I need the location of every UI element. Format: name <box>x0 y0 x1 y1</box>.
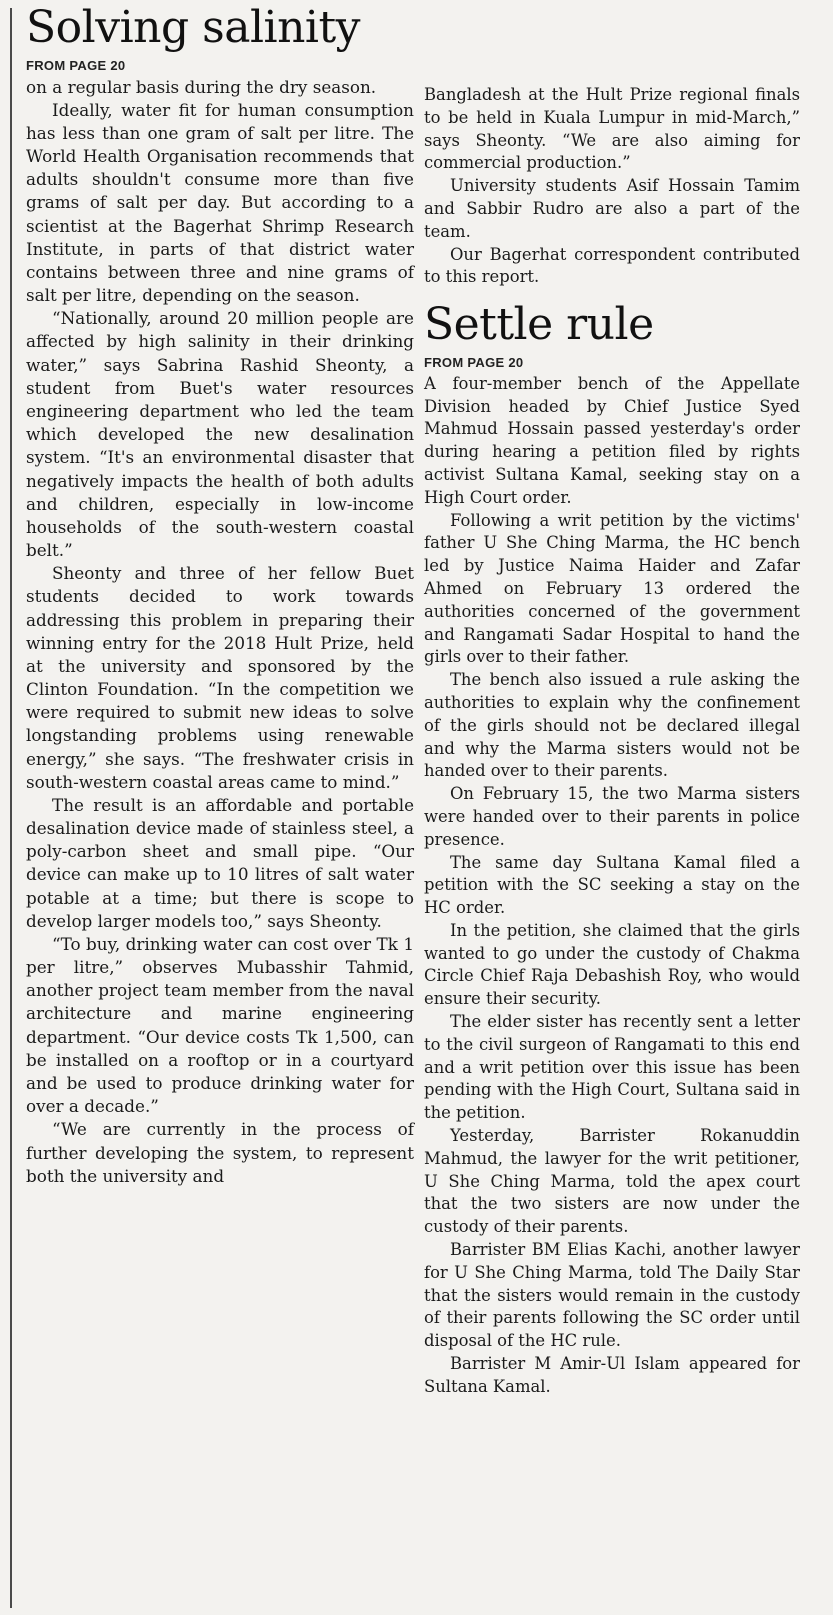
paragraph: A four-member bench of the Appellate Division headed by Chief Justice Syed Mahmud Hossain passed yesterday's order during hearing a petition filed by rights activist Sultana Kamal, seeking stay on a High Court order. <box>424 373 800 507</box>
paragraph: University students Asif Hossain Tamim and Sabbir Rudro are also a part of the team. <box>424 176 800 241</box>
paragraph: “Nationally, around 20 million people are affected by high salinity in their drinking water,” says Sabrina Rashid Sheonty, a student from Buet's water resources engineering department who led the team which developed the new desalination system. “It's an environmental disaster that negatively impacts the health of both adults and children, especially in low-income households of the south-western coastal belt.” <box>26 308 414 561</box>
headline: Solving salinity <box>26 2 361 53</box>
kicker: FROM PAGE 20 <box>424 355 524 371</box>
paragraph: Bangladesh at the Hult Prize regional finals to be held in Kuala Lumpur in mid-March,” says Sheonty. “We are also aiming for commercial production.” <box>424 85 800 173</box>
story-settle-rule <box>424 299 800 1398</box>
kicker: FROM PAGE 20 <box>26 58 126 73</box>
paragraph: Ideally, water fit for human consumption has less than one gram of salt per litre. The World Health Organisation recommends that adults shouldn't consume more than five grams of salt per day. But according to a scientist at the Bagerhat Shrimp Research Institute, in parts of that district water contains between three and nine grams of salt per litre, depending on the season. <box>26 99 414 306</box>
paragraph: Barrister M Amir-Ul Islam appeared for Sultana Kamal. <box>424 1354 800 1396</box>
story-solving-salinity <box>26 2 414 1188</box>
paragraph: The result is an affordable and portable desalination device made of stainless steel, a poly-carbon sheet and small pipe. “Our device can make up to 10 litres of salt water potable at a time; but there is scope to develop larger models too,” says Sheonty. <box>26 794 414 931</box>
paragraph: “To buy, drinking water can cost over Tk 1 per litre,” observes Mubasshir Tahmid, another project team member from the naval architecture and marine engineering department. “Our device costs Tk 1,500, can be installed on a rooftop or in a courtyard and be used to produce drinking water for over a decade.” <box>26 933 414 1117</box>
column-rule <box>10 8 12 1608</box>
paragraph: On February 15, the two Marma sisters were handed over to their parents in police presence. <box>424 784 800 849</box>
paragraph: Yesterday, Barrister Rokanuddin Mahmud, the lawyer for the writ petitioner, U She Ching Marma, told the apex court that the two sisters are now under the custody of their parents. <box>424 1126 800 1237</box>
paragraph: “We are currently in the process of further developing the system, to represent both the university and <box>26 1119 414 1186</box>
paragraph: Barrister BM Elias Kachi, another lawyer for U She Ching Marma, told The Daily Star that the sisters would remain in the custody of their parents following the SC order until disposal of the HC rule. <box>424 1240 800 1351</box>
headline: Settle rule <box>424 299 654 351</box>
paragraph: The same day Sultana Kamal filed a petition with the SC seeking a stay on the HC order. <box>424 852 800 918</box>
paragraph: on a regular basis during the dry season. <box>26 76 377 97</box>
paragraph: Our Bagerhat correspondent contributed to this report. <box>424 244 800 287</box>
paragraph: Following a writ petition by the victims' father U She Ching Marma, the HC bench led by Justice Naima Haider and Zafar Ahmed on February 13 ordered the authorities concerned of the government and Rangamati Sadar Hospital to hand the girls over to their father. <box>424 510 800 667</box>
paragraph: The bench also issued a rule asking the authorities to explain why the confinement of the girls should not be declared illegal and why the Marma sisters would not be handed over to their parents. <box>424 670 800 781</box>
paragraph: The elder sister has recently sent a letter to the civil surgeon of Rangamati to this end and a writ petition over this issue has been pending with the High Court, Sultana said in the petition. <box>424 1012 800 1123</box>
right-column <box>424 84 800 1399</box>
story-solving-salinity-continued <box>424 84 800 289</box>
paragraph: Sheonty and three of her fellow Buet students decided to work towards addressing this problem in preparing their winning entry for the 2018 Hult Prize, held at the university and sponsored by the Clinton Foundation. “In the competition we were required to submit new ideas to solve longstanding problems using renewable energy,” she says. “The freshwater crisis in south-western coastal areas came to mind.” <box>26 563 414 792</box>
paragraph: In the petition, she claimed that the girls wanted to go under the custody of Chakma Circle Chief Raja Debashish Roy, who would ensure their security. <box>424 920 800 1009</box>
